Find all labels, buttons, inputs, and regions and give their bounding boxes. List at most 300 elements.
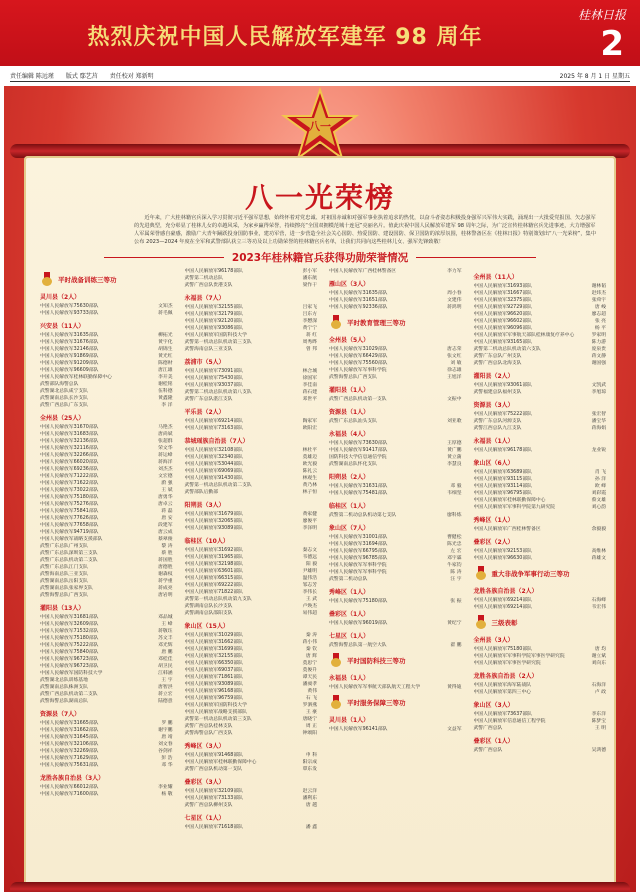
county-heading: 叠彩区（1人） (329, 611, 370, 618)
honoree-row (470, 597, 609, 604)
honoree-row (181, 547, 320, 554)
honoree-row (470, 604, 609, 611)
honoree-name: 李慧良 (447, 462, 462, 467)
unit-name: 武警江西总队九江支队 (473, 426, 522, 431)
honoree-name: 欧阳宏 (302, 426, 317, 431)
honoree-row (181, 396, 320, 403)
honoree-name: 刘文春 (158, 742, 173, 747)
honoree-row (36, 445, 175, 452)
honoree-row (36, 784, 175, 791)
unit-name: 中国人民解放军63689部队 (473, 470, 532, 475)
honoree-name: 黄伟 (307, 689, 317, 694)
unit-name: 中国人民解放军战略支援部队 (184, 710, 247, 715)
honoree-row (181, 730, 320, 737)
unit-name: 中国人民解放军国防科技大学 (184, 333, 247, 338)
unit-name: 中国人民解放军71222部队 (40, 474, 99, 479)
honoree-row (181, 752, 320, 759)
unit-name: 中国人民解放军96141部队 (329, 727, 388, 732)
honoree-row (325, 483, 464, 490)
honoree-row (36, 791, 175, 798)
credit-proofread: 责任校对 郑新明 (109, 73, 154, 80)
county-heading: 灵川县（2人） (40, 294, 81, 301)
honoree-row (325, 297, 464, 304)
honoree-row (470, 526, 609, 533)
honoree-name: 谢林韬 (591, 284, 606, 289)
award-category (331, 695, 464, 709)
honoree-row (36, 564, 175, 571)
honoree-row (470, 718, 609, 725)
honoree-name: 唐晓宁 (302, 717, 317, 722)
honoree-name: 荣文华 (158, 446, 173, 451)
county-heading: 龙胜各族自治县（2人） (473, 588, 538, 595)
unit-name: 中国人民解放军31635部队 (40, 333, 99, 338)
honoree-row (36, 727, 175, 734)
honoree-row (470, 548, 609, 555)
unit-name: 中国人民解放军91869部队 (40, 354, 99, 359)
honoree-row (470, 646, 609, 653)
county-heading: 秀峰区（1人） (329, 589, 370, 596)
honoree-name: 林杜平 (302, 448, 317, 453)
honoree-name: 林合城 (302, 369, 317, 374)
honoree-name: 李伟长 (302, 590, 317, 595)
unit-name: 中国人民解放军32179部队 (184, 312, 243, 317)
honoree-row (325, 418, 464, 425)
unit-name: 中国人民解放军军事医学研究院 (473, 661, 541, 666)
honoree-row (181, 561, 320, 568)
honoree-row (470, 555, 609, 562)
unit-name: 中国人民解放军71618部队 (184, 825, 243, 830)
unit-name: 武警湖南总队株洲支队 (40, 685, 88, 690)
honoree-row (181, 639, 320, 646)
scroll-panel (24, 156, 616, 886)
unit-name: 武警第二机动总队 (329, 577, 368, 582)
honoree-name: 左 宏 (450, 549, 462, 554)
honoree-row (181, 304, 320, 311)
honoree-row (36, 487, 175, 494)
honoree-row (36, 677, 175, 684)
unit-name: 中国人民解放军75631部队 (40, 763, 99, 768)
honoree-name: 刘杰杰 (158, 467, 173, 472)
honoree-name: 唐尚斌 (158, 432, 173, 437)
unit-name: 武警湖南总队邵阳支队 (184, 611, 233, 616)
honoree-row (181, 788, 320, 795)
county-heading: 永福县（7人） (184, 295, 225, 302)
unit-name: 中国人民解放军69214部队 (184, 419, 243, 424)
county-heading: 兴安县（11人） (40, 323, 85, 330)
honoree-name: 文宏德 (158, 474, 173, 479)
honoree-name: 韦宏伟 (591, 605, 606, 610)
unit-name: 武警广东总队河源支队 (473, 419, 522, 424)
unit-name: 中国人民解放军71600部队 (40, 792, 99, 797)
county-heading: 平乐县（2人） (184, 409, 225, 416)
county-heading: 象山区（3人） (473, 702, 514, 709)
unit-name: 中国人民解放军军事科学院第九研究院 (473, 505, 556, 510)
unit-name: 中国人民解放军31662部队 (184, 640, 243, 645)
honoree-name: 胡锦生 (158, 347, 173, 352)
honoree-row (181, 667, 320, 674)
honoree-row (181, 568, 320, 575)
honoree-row (470, 747, 609, 754)
honoree-row (181, 382, 320, 389)
honoree-name: 唐卓云 (158, 502, 173, 507)
unit-name: 中国人民解放军75180部队 (329, 599, 388, 604)
honoree-row (470, 490, 609, 497)
honoree-row (181, 610, 320, 617)
honoree-name: 韦细坚 (447, 491, 462, 496)
honoree-name: 廖志超 (591, 312, 606, 317)
honoree-row (36, 670, 175, 677)
unit-name: 中国人民解放军31667部队 (473, 291, 532, 296)
honoree-row (470, 318, 609, 325)
unit-name: 中国人民解放军93115部队 (473, 477, 532, 482)
honoree-row (36, 459, 175, 466)
honoree-name: 陈力游 (591, 340, 606, 345)
honoree-row (36, 466, 175, 473)
honoree-row (36, 515, 175, 522)
honoree-row (470, 711, 609, 718)
honoree-row (36, 663, 175, 670)
honoree-row (181, 518, 320, 525)
honoree-row (181, 596, 320, 603)
honoree-name: 蒋石建 (302, 390, 317, 395)
honoree-row (36, 592, 175, 599)
unit-name: 中国人民解放军92153部队 (473, 549, 532, 554)
honoree-name: 邓世平 (302, 397, 317, 402)
unit-name: 中国人民解放军93114部队 (473, 484, 532, 489)
honoree-row (181, 511, 320, 518)
honoree-name: 李泽明 (302, 526, 317, 531)
honoree-name: 龙业锐 (591, 448, 606, 453)
honoree-row (181, 475, 320, 482)
honoree-name: 邓光辉 (158, 643, 173, 648)
unit-name: 中国人民解放军71532部队 (40, 629, 99, 634)
honoree-name: 陈礼云 (302, 469, 317, 474)
honoree-name: 蒋海娟 (591, 426, 606, 431)
honoree-name: 李 洋 (161, 403, 173, 408)
honoree-name: 陈德财 (158, 361, 173, 366)
honoree-row (181, 346, 320, 353)
honoree-name: 梁作干 (302, 283, 317, 288)
county-heading: 龙胜各族自治县（2人） (473, 673, 538, 680)
unit-name: 中国人民解放军32108部队 (184, 448, 243, 453)
unit-name: 中国人民解放军桂林联勤保障中心 (40, 375, 112, 380)
honoree-row (181, 646, 320, 653)
honoree-name: 陆德意 (158, 699, 173, 704)
honoree-name: 阳宗成 (302, 760, 317, 765)
award-label: 平时国防科技三等功 (347, 656, 406, 665)
honoree-name: 唐智洪 (158, 685, 173, 690)
honoree-name: 廖俊平 (302, 519, 317, 524)
unit-name: 武警广西总队桂林支队 (184, 724, 233, 729)
unit-name: 中国人民解放军93089部队 (184, 526, 243, 531)
section-subtitle: 2023年桂林籍官兵获得功勋荣誉情况 (231, 252, 409, 264)
honor-column-4 (470, 268, 609, 882)
honoree-row (181, 575, 320, 582)
honoree-row (470, 497, 609, 504)
unit-name: 中国人民解放军75180部队 (40, 636, 99, 641)
unit-name: 中国人民解放军71629部队 (40, 756, 99, 761)
honoree-name: 阳 毅 (305, 562, 317, 567)
county-heading: 象山区（15人） (184, 623, 229, 630)
honoree-name: 林子恒 (302, 490, 317, 495)
unit-name: 中国人民解放军32116部队 (40, 446, 99, 451)
honoree-row (181, 766, 320, 773)
honoree-name: 潘东航 (302, 276, 317, 281)
unit-name: 中国人民解放军32266部队 (40, 453, 99, 458)
honoree-row (181, 674, 320, 681)
honoree-row (325, 569, 464, 576)
honoree-name: 蒋雄文 (591, 556, 606, 561)
unit-name: 武警海南总队三亚支队 (184, 347, 233, 352)
unit-name: 中国人民解放军32155部队 (184, 654, 243, 659)
honoree-row (36, 424, 175, 431)
honoree-row (36, 381, 175, 388)
honoree-name: 蒋国胜 (158, 558, 173, 563)
honoree-row (36, 360, 175, 367)
honoree-name: 蒋运峰 (158, 453, 173, 458)
honoree-row (181, 447, 320, 454)
county-heading: 恭城瑶族自治县（7人） (184, 438, 249, 445)
unit-name: 中国人民解放军32146部队 (40, 347, 99, 352)
honoree-row (470, 339, 609, 346)
honoree-row (325, 304, 464, 311)
honoree-name: 黄宁宁 (302, 326, 317, 331)
honoree-row (181, 795, 320, 802)
honoree-row (470, 483, 609, 490)
honoree-name: 曹健松 (447, 535, 462, 540)
unit-name: 中国人民解放军75841部队 (40, 509, 99, 514)
unit-name: 武警广东总队江门支队 (40, 565, 88, 570)
honoree-row (470, 325, 609, 332)
honoree-row (36, 628, 175, 635)
honoree-row (470, 290, 609, 297)
honoree-row (36, 508, 175, 515)
county-heading: 全州县（5人） (329, 337, 370, 344)
honoree-name: 刘 敏 (450, 361, 462, 366)
honoree-name: 唐德胜 (158, 565, 173, 570)
unit-name: 中国人民解放军96178部队 (184, 269, 243, 274)
honoree-name: 刘彩霞 (591, 491, 606, 496)
unit-name: 中国人民解放军69214部队 (473, 598, 532, 603)
unit-name: 中国人民解放军66315部队 (184, 576, 243, 581)
honoree-row (36, 585, 175, 592)
honoree-row (181, 603, 320, 610)
county-heading: 象山区（7人） (329, 525, 370, 532)
unit-name: 中国人民解放军92336部队 (329, 305, 388, 310)
honoree-name: 莫思宁 (302, 661, 317, 666)
honoree-row (36, 755, 175, 762)
honoree-name: 肖 飞 (594, 470, 606, 475)
honoree-row (325, 268, 464, 275)
unit-name: 中国人民解放军96759部队 (184, 696, 243, 701)
honoree-name: 牛家钧 (447, 563, 462, 568)
honoree-row (181, 375, 320, 382)
honoree-row (325, 454, 464, 461)
honoree-name: 江韩涵 (158, 671, 173, 676)
honoree-row (36, 522, 175, 529)
honoree-name: 覃东发 (302, 767, 317, 772)
honoree-row (181, 282, 320, 289)
honoree-row (470, 389, 609, 396)
unit-name: 中国人民解放军32340部队 (184, 455, 243, 460)
honoree-name: 石 飞 (305, 696, 317, 701)
unit-name: 武警部队后勤部 (184, 490, 219, 495)
unit-name: 中国人民解放军96178部队 (473, 448, 532, 453)
award-label: 平时服务保障三等功 (347, 698, 406, 707)
honoree-row (36, 720, 175, 727)
honoree-row (181, 275, 320, 282)
honoree-row (36, 353, 175, 360)
honoree-name: 高维林 (591, 549, 606, 554)
page-number: 2 (600, 24, 624, 64)
honoree-row (36, 684, 175, 691)
honoree-name: 谭天民 (302, 675, 317, 680)
unit-name: 中国人民解放军32609部队 (40, 622, 99, 627)
honoree-name: 邓 毅 (450, 484, 462, 489)
unit-name: 中国人民解放军75430部队 (184, 376, 243, 381)
honoree-name: 王 武 (305, 597, 317, 602)
honoree-name: 王 豪 (305, 710, 317, 715)
honoree-name: 赵炜杰 (591, 291, 606, 296)
honoree-row (181, 311, 320, 318)
unit-name: 中国人民解放军军事航天部队桂林康复疗养中心 (473, 333, 575, 338)
honoree-name: 曾 邦 (305, 347, 317, 352)
honoree-name: 欧光毅 (302, 462, 317, 467)
honoree-name: 唐江雄 (158, 368, 173, 373)
unit-name: 中国人民解放军69069部队 (184, 469, 243, 474)
honoree-row (325, 512, 464, 519)
honoree-row (470, 353, 609, 360)
award-category (476, 566, 609, 580)
unit-name: 中国人民解放军73163部队 (184, 426, 243, 431)
honoree-row (36, 635, 175, 642)
county-heading: 象山区（6人） (473, 460, 514, 467)
unit-name: 中国人民解放军96019部队 (329, 621, 388, 626)
honoree-name: 庞泉贵 (591, 347, 606, 352)
honoree-name: 王厚德 (447, 441, 462, 446)
honoree-row (470, 304, 609, 311)
unit-name: 武警湖南总队岳阳支队 (40, 579, 88, 584)
unit-name: 中国人民解放军31001部队 (329, 535, 388, 540)
unit-name: 中国人民解放军75180部队 (40, 495, 99, 500)
unit-name: 中国人民解放军31683部队 (40, 432, 99, 437)
honoree-row (325, 346, 464, 353)
unit-name: 中国人民解放军93733部队 (40, 311, 99, 316)
honoree-name: 石海峰 (591, 598, 606, 603)
county-heading: 荔浦市（5人） (184, 359, 225, 366)
honoree-name: 柳拓光 (158, 333, 173, 338)
honoree-name: 申 科 (305, 753, 317, 758)
honoree-row (325, 548, 464, 555)
honoree-name: 刘向东 (591, 661, 606, 666)
unit-name: 中国人民解放军66350部队 (184, 661, 243, 666)
honoree-name: 蒋敬珏 (158, 629, 173, 634)
unit-name: 武警第二机动总队 (184, 276, 223, 281)
honoree-row (325, 440, 464, 447)
honoree-row (36, 734, 175, 741)
unit-name: 中国人民解放军66020部队 (40, 460, 99, 465)
honoree-name: 孙 洋 (594, 477, 606, 482)
medal-icon (331, 315, 341, 329)
unit-name: 中国人民解放军93037部队 (184, 383, 243, 388)
subtitle-row (104, 250, 536, 265)
unit-name: 中国人民解放军93061部队 (473, 383, 532, 388)
unit-name: 中国人民解放军75180部队 (473, 647, 532, 652)
honoree-row (181, 325, 320, 332)
honoree-name: 杨 平 (594, 326, 606, 331)
unit-name: 武警部队海警总队 (40, 382, 79, 387)
honoree-row (36, 762, 175, 769)
honoree-name: 蒋毛佩 (158, 311, 173, 316)
honoree-row (470, 682, 609, 689)
honoree-row (181, 489, 320, 496)
honoree-row (181, 425, 320, 432)
honoree-row (470, 725, 609, 732)
medal-icon (476, 615, 486, 629)
honoree-name: 吕东方 (302, 312, 317, 317)
honoree-row (470, 504, 609, 511)
county-heading: 全州县（11人） (473, 274, 518, 281)
unit-name: 中国人民解放军91430部队 (184, 476, 243, 481)
header-banner (0, 0, 640, 66)
unit-name: 中国人民解放军96168部队 (184, 689, 243, 694)
award-label: 重大非战争军事行动三等功 (491, 569, 570, 578)
honoree-name: 谢桂铭 (158, 382, 173, 387)
unit-name: 中国人民解放军96609部队 (40, 368, 99, 373)
honoree-name: 黄立蒲 (447, 455, 462, 460)
unit-name: 中国人民解放军31645部队 (40, 735, 99, 740)
honoree-name: 王 斌 (161, 488, 173, 493)
honoree-row (181, 368, 320, 375)
unit-name: 武警第一机动总队机动第九支队 (184, 597, 252, 602)
honoree-row (325, 396, 464, 403)
honoree-name: 徐国军 (302, 376, 317, 381)
honoree-row (470, 660, 609, 667)
unit-name: 中国人民解放军69222部队 (184, 583, 243, 588)
county-heading: 龙胜各族自治县（3人） (40, 775, 105, 782)
unit-name: 武警海南总队三亚支队 (40, 572, 88, 577)
honoree-name: 温伟浩 (302, 576, 317, 581)
honoree-row (181, 660, 320, 667)
honoree-name: 黄鑫隆 (158, 396, 173, 401)
unit-name: 中国人民解放军32109部队 (184, 789, 243, 794)
honor-column-1 (36, 268, 175, 882)
honoree-name: 翟 鹏 (450, 643, 462, 648)
unit-name: 武警广东总队深圳第三支队 (40, 551, 98, 556)
unit-name: 武警海警总队广西支队 (329, 375, 377, 380)
honoree-name: 秦 钦 (305, 647, 317, 652)
unit-name: 中国人民解放军31681部队 (40, 615, 99, 620)
unit-name: 中国人民解放军32106部队 (40, 742, 99, 747)
honoree-name: 蒋文静 (591, 354, 606, 359)
unit-name: 中国人民解放军91417部队 (329, 448, 388, 453)
honoree-name: 张超群 (158, 439, 173, 444)
honoree-name: 陈光忠 (447, 542, 462, 547)
honoree-row (325, 541, 464, 548)
unit-name: 中国人民解放军93165部队 (473, 340, 532, 345)
unit-name: 中国人民解放军73091部队 (184, 369, 243, 374)
unit-name: 武警第一机动总队机动第二支队 (184, 483, 252, 488)
honoree-name: 张 振 (450, 599, 462, 604)
unit-name: 中国人民解放军96723部队 (40, 664, 99, 669)
county-heading: 灌阳县（13人） (40, 605, 85, 612)
honoree-row (181, 653, 320, 660)
honoree-name: 黄宇化 (158, 340, 173, 345)
honoree-row (325, 447, 464, 454)
honoree-name: 周秀晔 (302, 340, 317, 345)
honoree-row (470, 689, 609, 696)
honoree-name: 文益军 (447, 727, 462, 732)
